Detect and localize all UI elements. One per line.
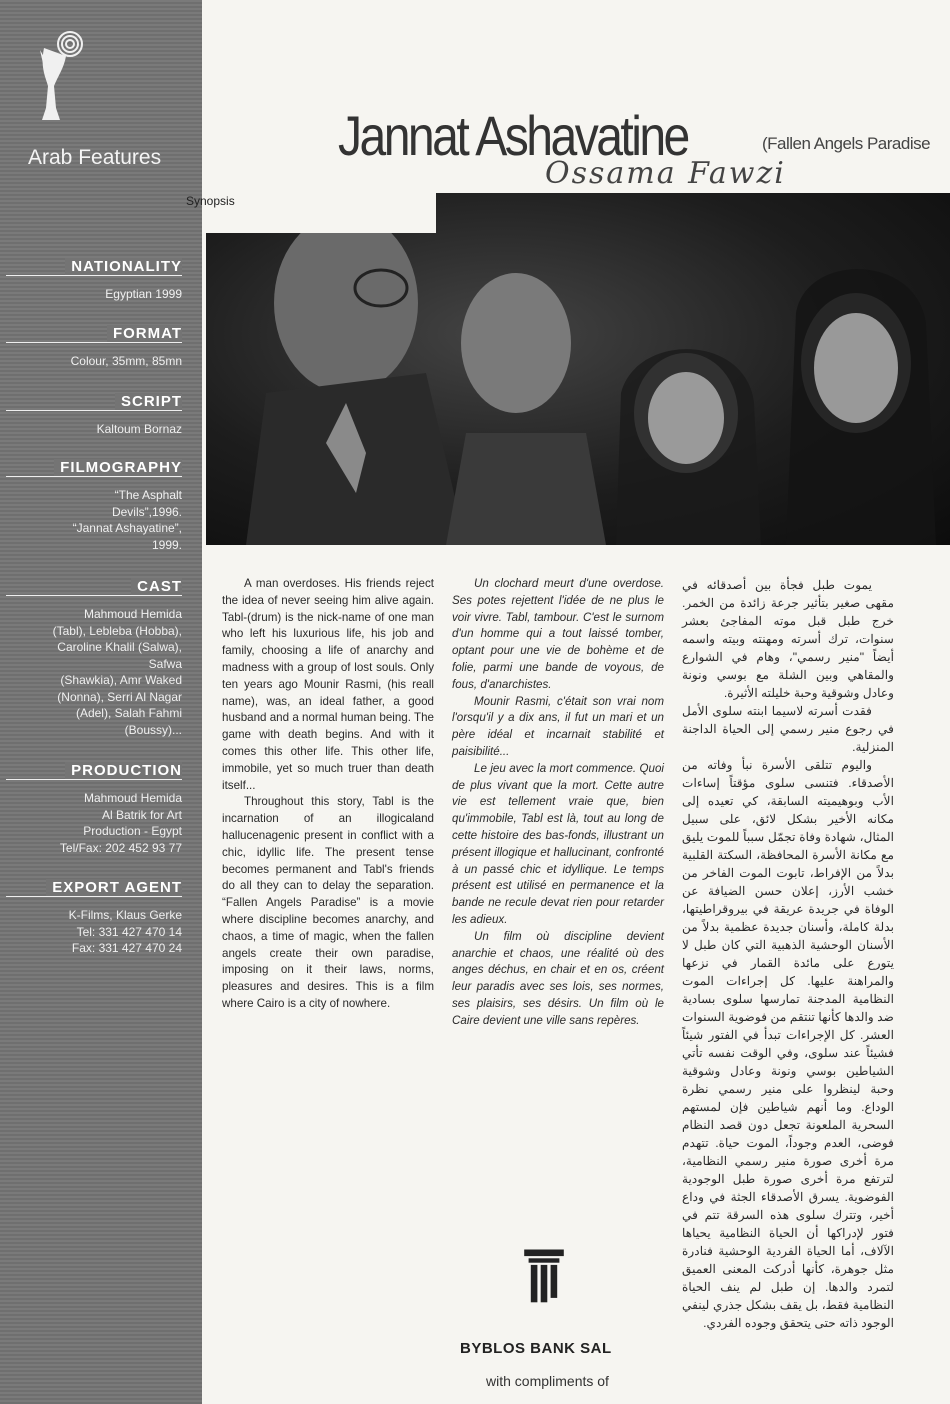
section-line: Devils”,1996. [111,504,182,519]
synopsis-arabic [682,576,894,1332]
paragraph: Mounir Rasmi, c'était son vrai nom l'orsqu'il y a dix ans, il fut un mari et un père idéal et incarnait stabilité et paisibilité... [452,694,664,758]
section-production [0,760,202,856]
paragraph: واليوم تتلقى الأسرة نبأ وفاته من الأصدقاء. فتنسى سلوى مؤقتاً إساءات الأب وبوهيميته السابقة، كي تعيده إلى مكانه الأخير بشكل لائق، على سبيل المثال، شهادة وفاة تجمّل سبباً للموت يليق مع مكانة الأسرة المحافظة، السكتة القلبية بدلاً من الإفراط، تابوت الموت الفاخر من خشب الأرز، إعلان حسن الضيافة عن الوفاة في جريدة عريقة في بيروقراطيتها، بدلة كاملة، وأسنان جديدة عظمية بدلاً من الأسنان الوحشية الذهبية التي كان طبل لا يتورع على مائدة القمار في نزعها والمراهنة عليها. كل إجراءات الموت النظامية المدجنة تمارسها سلوى بسادية ضد والدها كأنها تنتقم من فوضوية السنوات العشر. كل الإجراءات تبدأ في الفتور شيئاً فشيئاً عند سلوى، وفي الوقت نفسه تأتي الشياطين بوسي ونونة وعادل وشوقية وحبة لينظروا على منير رسمي نظرة الوداع. وما أنهم شياطين فإن لمستهم السحرية الملعونة تجعل دون قصد النظام فوضى، العدم وجوداً، الموت حياة. تتهدم مرة أخرى صورة منير رسمي النظامية، لترتفع مرة أخرى صورة طبل الوجودية الفوضوية. يسرق الأصدقاء الجثة في وداع أخير، وتترك سلوى هذه السرقة تتم في فتور لإدراكها أن الحياة النظامية يحياها الآلاف، أما الحياة الفردية الوحشية فنادرة مثل جوهرة، كأنها أدركت المعنى العميق لتمرد والدها. إن طبل لم ينف الحياة النظامية فقط، بل يقف بشكل جذري لينفي الوجود ذاته حتى يتحقق وجوده الفردي. [682,758,894,1330]
section-line: Al Batrik for Art [101,807,182,822]
bank-column-logo-icon [522,1222,566,1332]
section-title: FILMOGRAPHY [54,459,182,476]
section-line: “The Asphalt [114,488,182,502]
section-title: FORMAT [107,325,182,342]
section-title: PRODUCTION [65,762,182,779]
section-line: Mahmoud Hemida [83,607,182,621]
section-line: (Tabl), Lebleba (Hobba), [52,623,182,638]
paragraph: Un clochard meurt d'une overdose. Ses potes rejettent l'idée de ne plus le voir vivre. Tabl, tambour. C'est le surnom d'un homme qui a tout laissé tomber, optant pour une vie de bohème et de folie, parmi une bande de voyous, de fous, d'anarchistes. [452,577,664,691]
section-nationality [0,256,202,303]
film-subtitle: (Fallen Angels Paradise [762,134,931,153]
film-still-figures [206,193,950,545]
paragraph: فقدت أسرته لاسيما ابنته سلوى الأمل في رجوع منير رسمي إلى الحياة الداجنة المنزلية. [682,704,894,754]
section-line: Production - Egypt [83,824,182,838]
synopsis-label: Synopsis [186,194,235,208]
section-line: (Boussy)... [124,722,182,737]
section-line: (Shawkia), Amr Waked [60,673,182,687]
section-title: EXPORT AGENT [46,879,182,896]
sidebar [0,0,202,1404]
paragraph: Un film où discipline devient anarchie et chaos, une réalité où des anges déchus, en chair et en os, créent leur paradis avec ses lois, ses normes, ses plaisirs, ses désirs. Un film où le Caire devient une ville sans repères. [452,929,664,1027]
section-title: NATIONALITY [65,258,182,275]
section-cast [0,576,202,738]
section-filmography [0,457,202,553]
section-line: (Adel), Salah Fahmi [75,706,182,720]
director-name: Ossama Fawzi [545,156,786,191]
section-script [0,391,202,438]
section-line: Egyptian 1999 [105,287,182,301]
section-line: Tel: 331 427 470 14 [76,924,182,939]
compliments-text: with compliments of [486,1373,609,1389]
paragraph: Le jeu avec la mort commence. Quoi de plus vivant que la mort. Cette autre vie est tellement vraie que, bien qu'immobile, Tabl est là, tout au long de cette histoire des bas-fonds, illustrant un présent illogique et hallucinant, confronté à un passé chic et idyllique. Le temps présent est utilisé en permanence et la bande ne recule devat rien pour retarder les adieux. [452,761,664,926]
synopsis-english [222,576,434,1013]
section-title: CAST [131,578,182,595]
bank-name: BYBLOS BANK SAL [460,1340,612,1357]
section-line: Fax: 331 427 470 24 [71,941,182,955]
section-title: SCRIPT [115,393,182,410]
section-export-agent [0,877,202,957]
film-title: Jannat Ashavatine [338,104,688,167]
synopsis-french [452,576,664,1030]
section-line: Caroline Khalil (Salwa), [57,640,182,654]
festival-logo-icon [30,28,90,123]
section-line: K-Films, Klaus Gerke [68,908,182,922]
paragraph: Throughout this story, Tabl is the incarnation of an illogicaland hallucenagenic present in conflict with a chic, idyllic life. The present tense becomes permanent and Tabl's friends do all they can to delay the separation. “Fallen Angels Paradise” is a movie where discipline becomes anarchy, and chaos, a time of magic, when the fallen angels create their own paradise, imposing on it their laws, norms, pleasures and desires. This is a film where Cairo is a city of nowhere. [222,795,434,1010]
paragraph: A man overdoses. His friends reject the idea of never seeing him alive again. Tabl-(drum) is the nick-name of one man who left his luxurious life, his job and family, choosing a life of anarchy and madness with a group of lost souls. Only ten years ago Mounir Rasmi, (his reall name), was, an ideal father, a good husband and a normal human being. The game with death begins. And with it comes this other life. This other life, immobile, yet so much truer than death itself... [222,577,434,792]
section-line: Colour, 35mm, 85mn [70,354,182,368]
brand-name: Arab Features [28,146,162,169]
paragraph: يموت طبل فجأة بين أصدقائه في مقهى صغير بتأثير جرعة زائدة من الخمر. خرج طبل قبل موته المفاجئ بعشر سنوات، ترك أسرته ومهنته وبيته واسمه أيضاً "منير رسمي"، وهام في الشوارع والمقاهي وبين الشلة مع بوسي ونونة وعادل وشوقية وحبة خليلته الأثيرة. [682,578,894,700]
section-line: Tel/Fax: 202 452 93 77 [59,840,182,855]
section-line: 1999. [151,537,182,552]
section-line: Kaltoum Bornaz [96,422,182,436]
section-line: (Nonna), Serri Al Nagar [57,689,182,704]
section-line: “Jannat Ashayatine”, [72,521,182,535]
section-line: Mahmoud Hemida [83,791,182,805]
section-format [0,323,202,370]
section-line: Safwa [148,656,182,671]
film-still-photo [206,193,950,545]
